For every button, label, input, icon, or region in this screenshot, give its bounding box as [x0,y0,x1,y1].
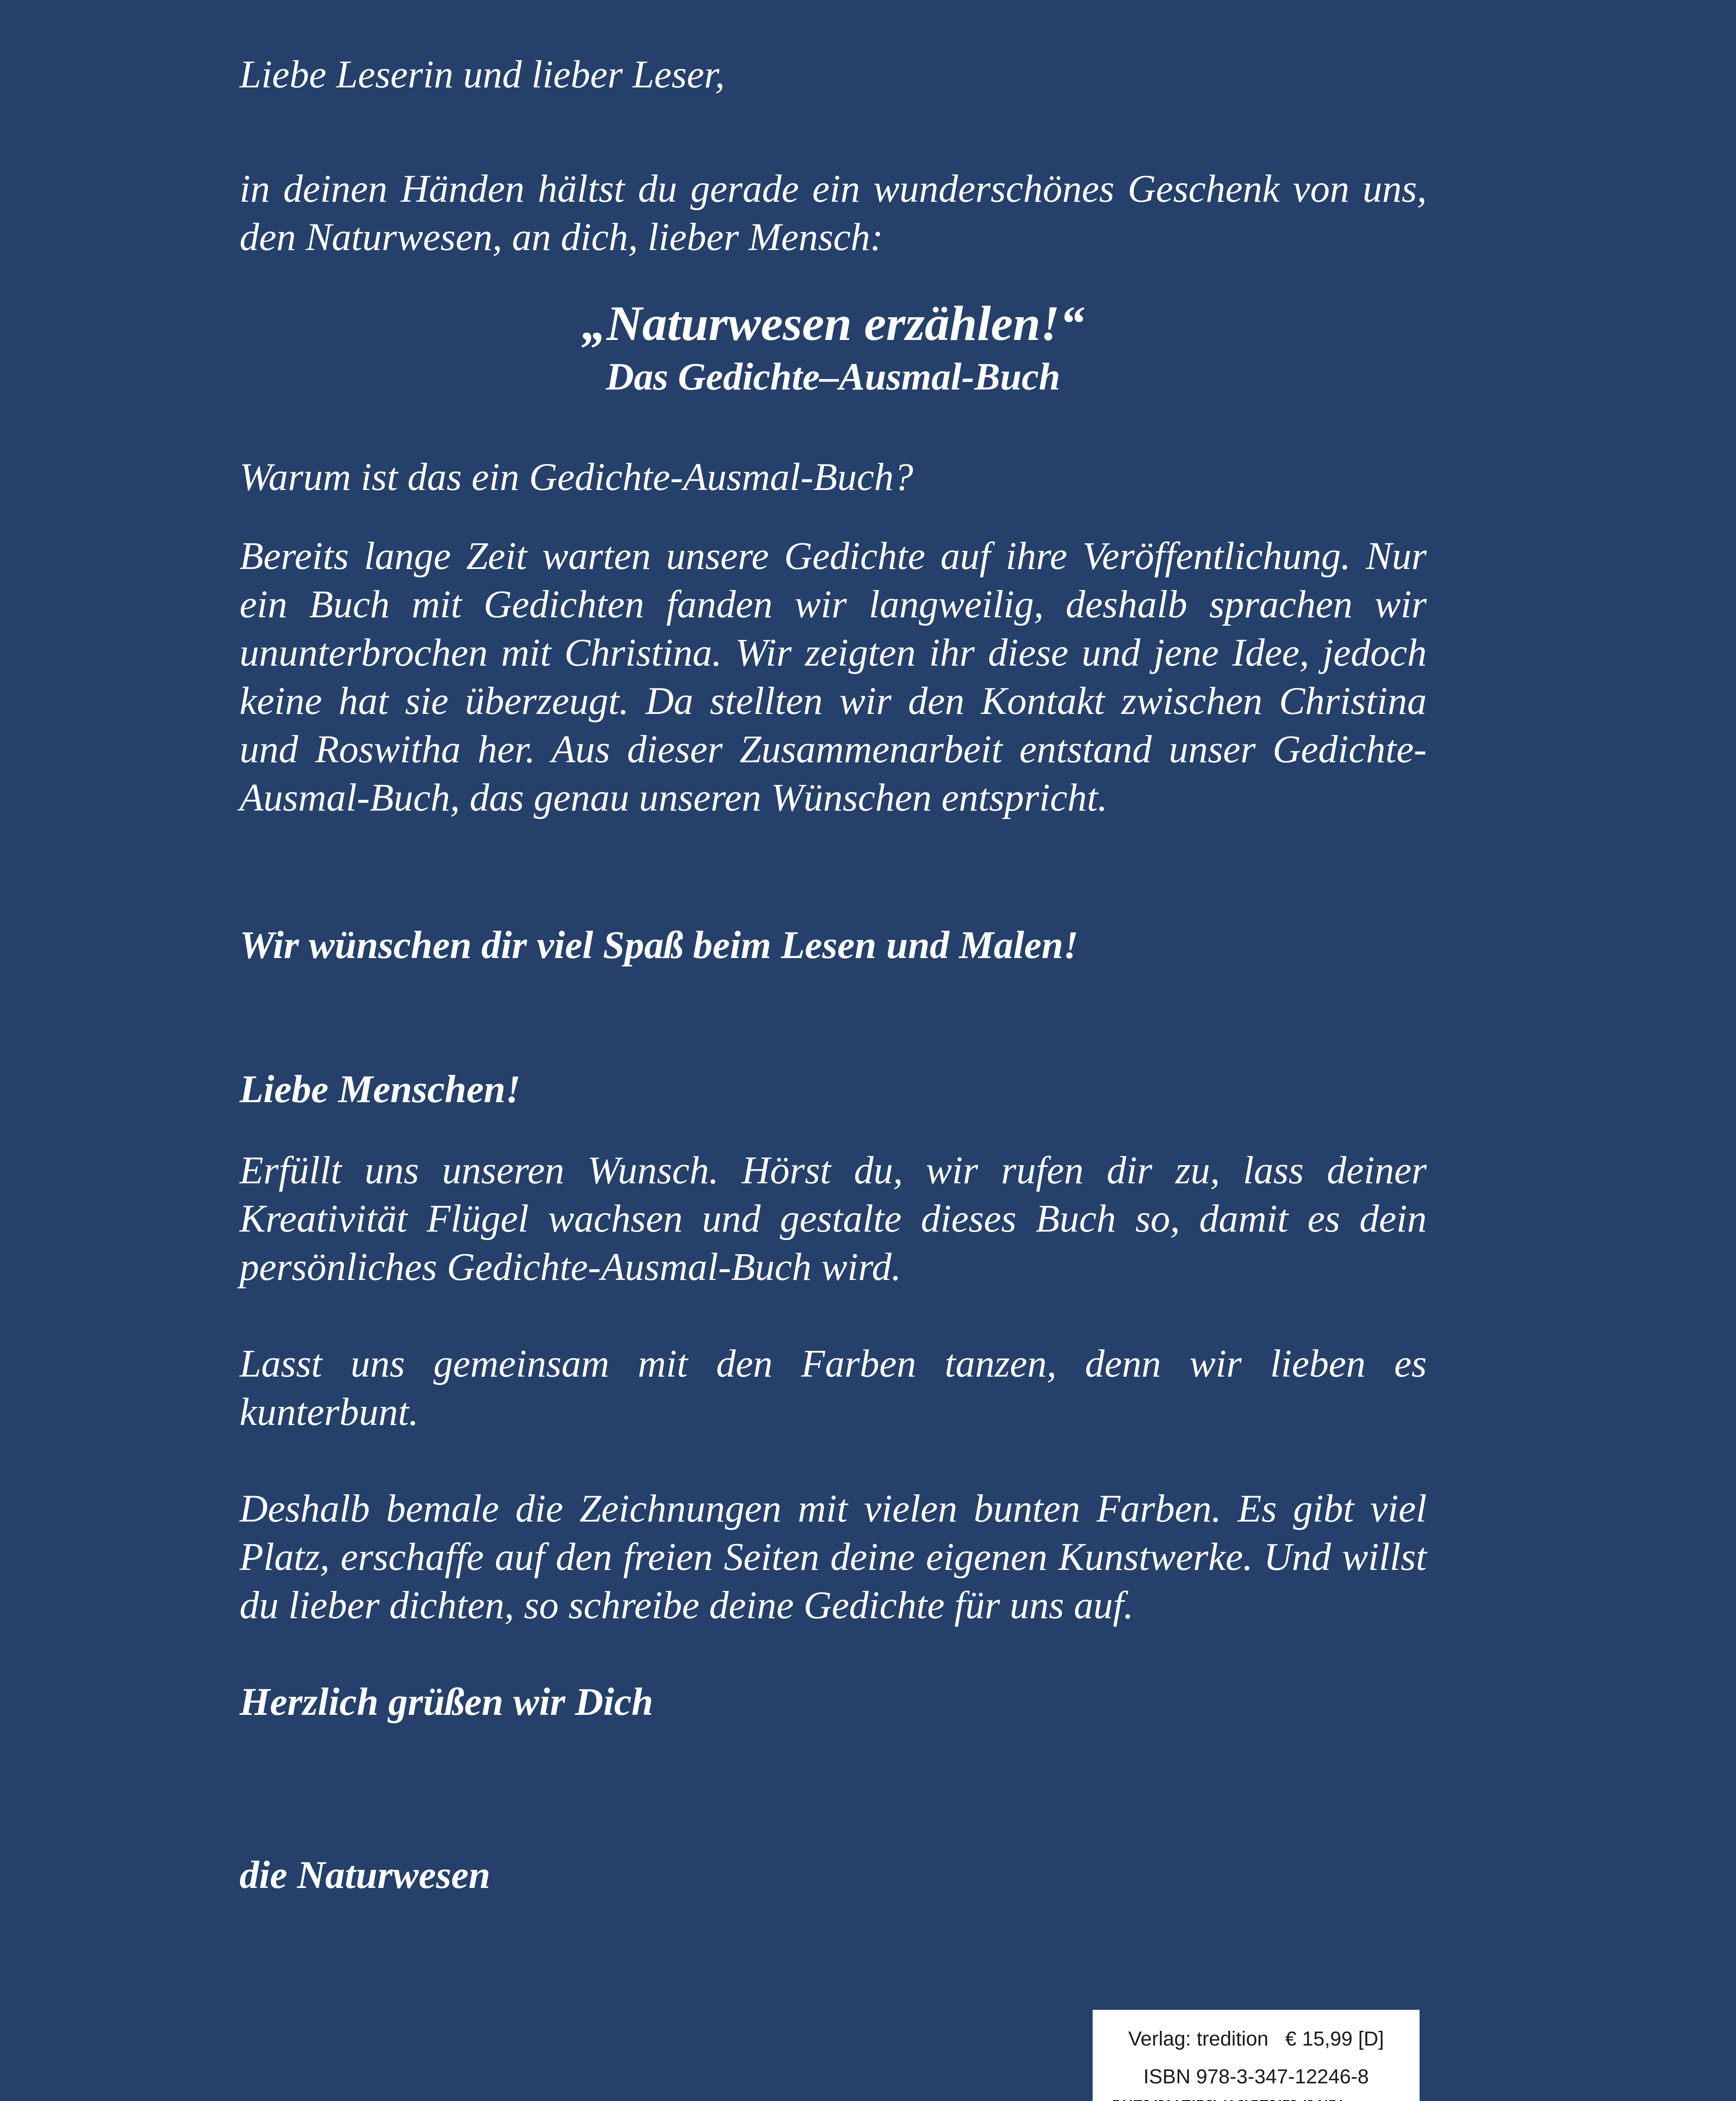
isbn-text: ISBN 978-3-347-12246-8 [1143,2066,1369,2088]
colors-paragraph: Lasst uns gemeinsam mit den Farben tanzen, denn wir lieben es kunterbunt. [240,1342,1427,1434]
creativity-paragraph: Erfüllt uns unseren Wunsch. Hörst du, wir rufen dir zu, lass deiner Kreativität Flügel wachsen und gestalte dieses Buch so, damit es dein persönliches Gedichte-Ausmal-Buch wird. [240,1149,1427,1289]
intro-paragraph: in deinen Händen hältst du gerade ein wunderschönes Geschenk von uns, den Naturwesen, an dich, lieber Mensch: [240,167,1427,259]
book-subtitle: Das Gedichte–Ausmal-Buch [606,355,1061,398]
story-paragraph: Bereits lange Zeit warten unsere Gedichte auf ihre Veröffentlichung. Nur ein Buch mit Gedichten fanden wir langweilig, deshalb sprachen wir ununterbrochen mit Christina. Wir zeigten ihr diese und jene Idee, jedoch keine hat sie überzeugt. Da stellten wir den Kontakt zwischen Christina und Roswitha her. Aus dieser Zusammenarbeit entstand unser Gedichte-Ausmal-Buch, das genau unseren Wünschen entspricht. [240,534,1427,819]
drawings-paragraph: Deshalb bemale die Zeichnungen mit vielen bunten Farben. Es gibt viel Platz, erschaffe auf den freien Seiten deine eigenen Kunstwerke. Und willst du lieber dichten, so schreibe deine Gedichte für uns auf. [240,1487,1427,1627]
publisher-price: Verlag: tredition € 15,99 [D] [1128,2028,1384,2050]
signature: die Naturwesen [240,1854,490,1897]
book-title-block [240,294,1427,400]
barcode-label [1093,2010,1420,2101]
question: Warum ist das ein Gedichte-Ausmal-Buch? [240,455,914,499]
wish-line: Wir wünschen dir viel Spaß beim Lesen und Malen! [240,924,1079,967]
book-title: „Naturwesen erzählen!“ [582,296,1085,351]
greeting: Liebe Leserin und lieber Leser, [240,53,725,96]
address-heading: Liebe Menschen! [240,1068,521,1111]
closing-line: Herzlich grüßen wir Dich [240,1680,653,1724]
